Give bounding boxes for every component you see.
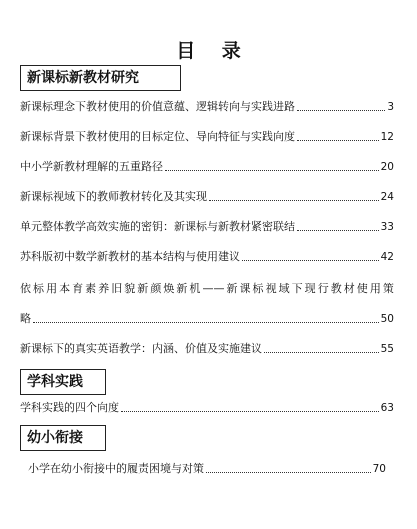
entry-title-char: 机 bbox=[189, 282, 201, 295]
toc-title: 目 录 bbox=[176, 40, 251, 62]
entry-title-char: 素 bbox=[85, 282, 97, 295]
entry-title-char: 课 bbox=[239, 282, 251, 295]
entry-title: 单元整体教学高效实施的密钥：新课标与新教材紧密联结 bbox=[20, 220, 295, 233]
toc-entry-line2[interactable] bbox=[20, 312, 394, 326]
entry-title: 新课标视域下的教师教材转化及其实现 bbox=[20, 190, 207, 203]
leader-dots bbox=[206, 472, 371, 473]
entry-page: 12 bbox=[380, 131, 394, 143]
entry-page: 42 bbox=[380, 251, 394, 263]
entry-page: 55 bbox=[380, 343, 394, 355]
entry-title: 新课标下的真实英语教学：内涵、价值及实施建议 bbox=[20, 342, 262, 355]
entry-page: 50 bbox=[380, 313, 394, 325]
leader-dots bbox=[264, 352, 379, 353]
entry-title: 小学在幼小衔接中的履责困境与对策 bbox=[28, 462, 204, 475]
toc-entry[interactable] bbox=[28, 462, 386, 476]
toc-entry[interactable] bbox=[20, 100, 394, 114]
entry-title-char: 焕 bbox=[163, 282, 175, 295]
entry-title-char: 用 bbox=[369, 282, 381, 295]
toc-entry[interactable] bbox=[20, 342, 394, 356]
entry-title-char: 域 bbox=[278, 282, 290, 295]
entry-title-char: —— bbox=[202, 282, 225, 295]
entry-title-char: 旧 bbox=[111, 282, 123, 295]
leader-dots bbox=[242, 260, 379, 261]
toc-entry[interactable] bbox=[20, 190, 394, 204]
entry-title: 中小学新教材理解的五重路径 bbox=[20, 160, 163, 173]
entry-title: 新课标背景下教材使用的目标定位、导向特征与实践向度 bbox=[20, 130, 295, 143]
entry-title-char: 材 bbox=[343, 282, 355, 295]
toc-entry[interactable] bbox=[20, 130, 394, 144]
entry-page: 20 bbox=[380, 161, 394, 173]
entry-page: 33 bbox=[380, 221, 394, 233]
leader-dots bbox=[297, 110, 385, 111]
toc-entry[interactable] bbox=[20, 401, 394, 415]
leader-dots bbox=[297, 230, 379, 231]
leader-dots bbox=[33, 322, 379, 323]
toc-entry[interactable] bbox=[20, 250, 394, 264]
entry-title-char: 标 bbox=[252, 282, 264, 295]
entry-page: 70 bbox=[372, 463, 386, 475]
section-heading-research: 新课标新教材研究 bbox=[20, 65, 181, 91]
entry-title-char: 新 bbox=[137, 282, 149, 295]
entry-title: 苏科版初中数学新教材的基本结构与使用建议 bbox=[20, 250, 240, 263]
entry-title-char: 新 bbox=[226, 282, 238, 295]
entry-title-char: 视 bbox=[265, 282, 277, 295]
section-heading-practice: 学科实践 bbox=[20, 369, 106, 395]
entry-title-char: 育 bbox=[72, 282, 84, 295]
entry-title-char: 使 bbox=[356, 282, 368, 295]
entry-title-char: 本 bbox=[59, 282, 71, 295]
entry-title-char: 颜 bbox=[150, 282, 162, 295]
entry-title-char: 现 bbox=[304, 282, 316, 295]
section-heading-transition: 幼小衔接 bbox=[20, 425, 106, 451]
entry-page: 24 bbox=[380, 191, 394, 203]
entry-title-char: 教 bbox=[330, 282, 342, 295]
entry-title-char: 用 bbox=[46, 282, 58, 295]
entry-page: 63 bbox=[380, 402, 394, 414]
toc-entry[interactable] bbox=[20, 160, 394, 174]
toc-entry-line1[interactable] bbox=[20, 282, 394, 296]
leader-dots bbox=[209, 200, 379, 201]
entry-title-char: 下 bbox=[291, 282, 303, 295]
entry-title-char: 标 bbox=[33, 282, 45, 295]
entry-title-char: 新 bbox=[176, 282, 188, 295]
entry-title: 学科实践的四个向度 bbox=[20, 401, 119, 414]
toc-entry[interactable] bbox=[20, 220, 394, 234]
entry-title-char: 策 bbox=[382, 282, 394, 295]
entry-page: 3 bbox=[387, 101, 394, 113]
entry-title-char: 依 bbox=[20, 282, 31, 295]
entry-title: 新课标理念下教材使用的价值意蕴、逻辑转向与实践进路 bbox=[20, 100, 295, 113]
entry-title-char: 养 bbox=[98, 282, 110, 295]
entry-title-char: 行 bbox=[317, 282, 329, 295]
entry-title-continuation: 略 bbox=[20, 312, 31, 325]
entry-title-char: 貌 bbox=[124, 282, 136, 295]
leader-dots bbox=[297, 140, 379, 141]
leader-dots bbox=[165, 170, 379, 171]
leader-dots bbox=[121, 411, 379, 412]
